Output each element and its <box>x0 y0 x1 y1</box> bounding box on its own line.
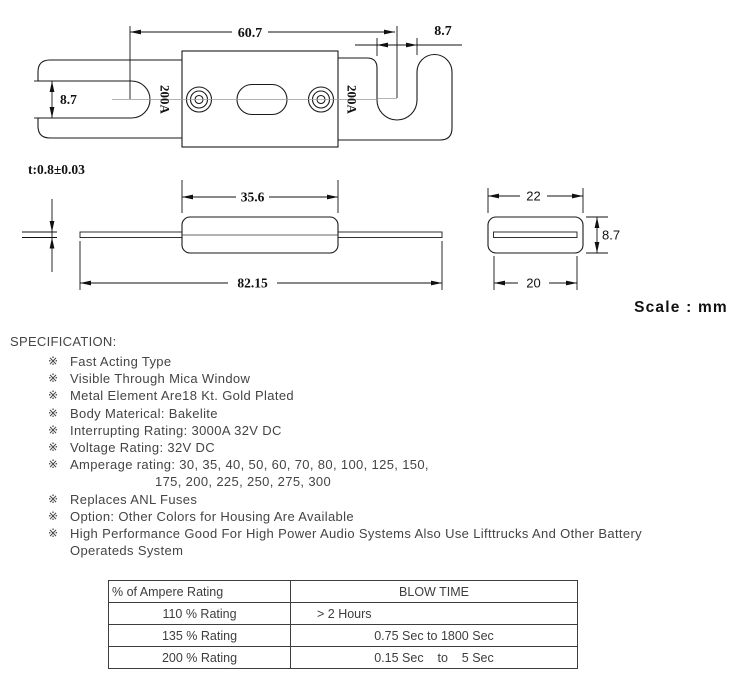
fuse-side-view <box>80 217 442 253</box>
table-cell: 110 % Rating <box>109 603 291 625</box>
spec-item <box>10 508 730 525</box>
spec-item-text: Amperage rating: 30, 35, 40, 50, 60, 70, 80, 100, 125, 150, 175, 200, 225, 250, 275, 300 <box>70 456 730 490</box>
table-cell: 200 % Rating <box>109 647 291 669</box>
dim-height-label: 8.7 <box>602 227 621 243</box>
spec-item <box>10 370 730 387</box>
dim-left-slot-height-label: 8.7 <box>60 92 77 107</box>
thickness-note: t:0.8±0.03 <box>28 162 85 177</box>
specification-title: SPECIFICATION: <box>10 334 117 349</box>
spec-item-text: Metal Element Are18 Kt. Gold Plated <box>70 388 294 404</box>
table-header-cell: % of Ampere Rating <box>109 581 291 603</box>
table-header-row <box>109 581 578 603</box>
table-header-cell: BLOW TIME <box>291 581 578 603</box>
spec-item <box>10 405 730 422</box>
reference-mark-bullet: ※ <box>48 440 59 455</box>
dim-slot-centers-label: 60.7 <box>237 26 263 41</box>
reference-mark-bullet: ※ <box>48 457 59 472</box>
reference-mark-bullet: ※ <box>48 371 59 386</box>
reference-mark-bullet: ※ <box>48 388 59 403</box>
dim-outer-width-label: 22 <box>526 188 541 204</box>
fuse-technical-drawing <box>0 0 742 330</box>
spec-item-text: Fast Acting Type <box>70 354 172 369</box>
spec-item-text: High Performance Good For High Power Audio Systems Also Use Lifttrucks And Other Battery Operateds System <box>70 525 730 559</box>
end-slot <box>494 232 578 238</box>
blow-time-table <box>108 580 578 669</box>
reference-mark-bullet: ※ <box>48 422 59 437</box>
scale-note: Scale : mm <box>634 299 728 316</box>
spec-item-text: Interrupting Rating: 3000A 32V DC <box>70 422 282 438</box>
fuse-end-view <box>488 217 583 253</box>
side-strip-right <box>338 232 442 238</box>
table-row <box>109 647 578 669</box>
spec-item-text: Voltage Rating: 32V DC <box>70 440 216 456</box>
dim-total-length-label: 82.15 <box>237 275 268 291</box>
dim-slot-width-label: 20 <box>526 275 541 291</box>
spec-item <box>10 387 730 404</box>
reference-mark-bullet: ※ <box>48 491 59 506</box>
amp-rating-label-left: 200A <box>157 85 173 114</box>
reference-mark-bullet: ※ <box>48 354 59 368</box>
side-strip-left <box>80 232 182 238</box>
spec-item <box>10 353 730 370</box>
spec-item-text-continued: 175, 200, 225, 250, 275, 300 <box>155 474 332 490</box>
table-row <box>109 625 578 647</box>
specification-list <box>10 353 730 559</box>
table-row <box>109 603 578 625</box>
table-cell: 0.75 Sec to 1800 Sec <box>291 625 578 647</box>
spec-item <box>10 525 730 559</box>
reference-mark-bullet: ※ <box>48 526 59 541</box>
spec-item <box>10 456 730 490</box>
dim-right-slot-width-label: 8.7 <box>434 24 452 39</box>
dim-body-length-label: 35.6 <box>240 189 265 205</box>
table-cell: 0.15 Sec to 5 Sec <box>291 647 578 669</box>
spec-item-text: Visible Through Mica Window <box>70 371 251 387</box>
spec-item-text: Replaces ANL Fuses <box>70 491 198 507</box>
table-cell: 135 % Rating <box>109 625 291 647</box>
spec-item <box>10 422 730 439</box>
spec-item <box>10 491 730 508</box>
amp-rating-label-right: 200A <box>344 85 360 114</box>
fuse-top-view <box>38 51 452 147</box>
spec-item-text: Body Materical: Bakelite <box>70 405 218 421</box>
spec-item-text: Option: Other Colors for Housing Are Available <box>70 508 354 524</box>
reference-mark-bullet: ※ <box>48 508 59 523</box>
reference-mark-bullet: ※ <box>48 405 59 420</box>
table-cell: > 2 Hours <box>291 603 578 625</box>
spec-item-text-continued: Operateds System <box>70 543 184 559</box>
spec-item <box>10 439 730 456</box>
specification-section <box>10 334 730 559</box>
